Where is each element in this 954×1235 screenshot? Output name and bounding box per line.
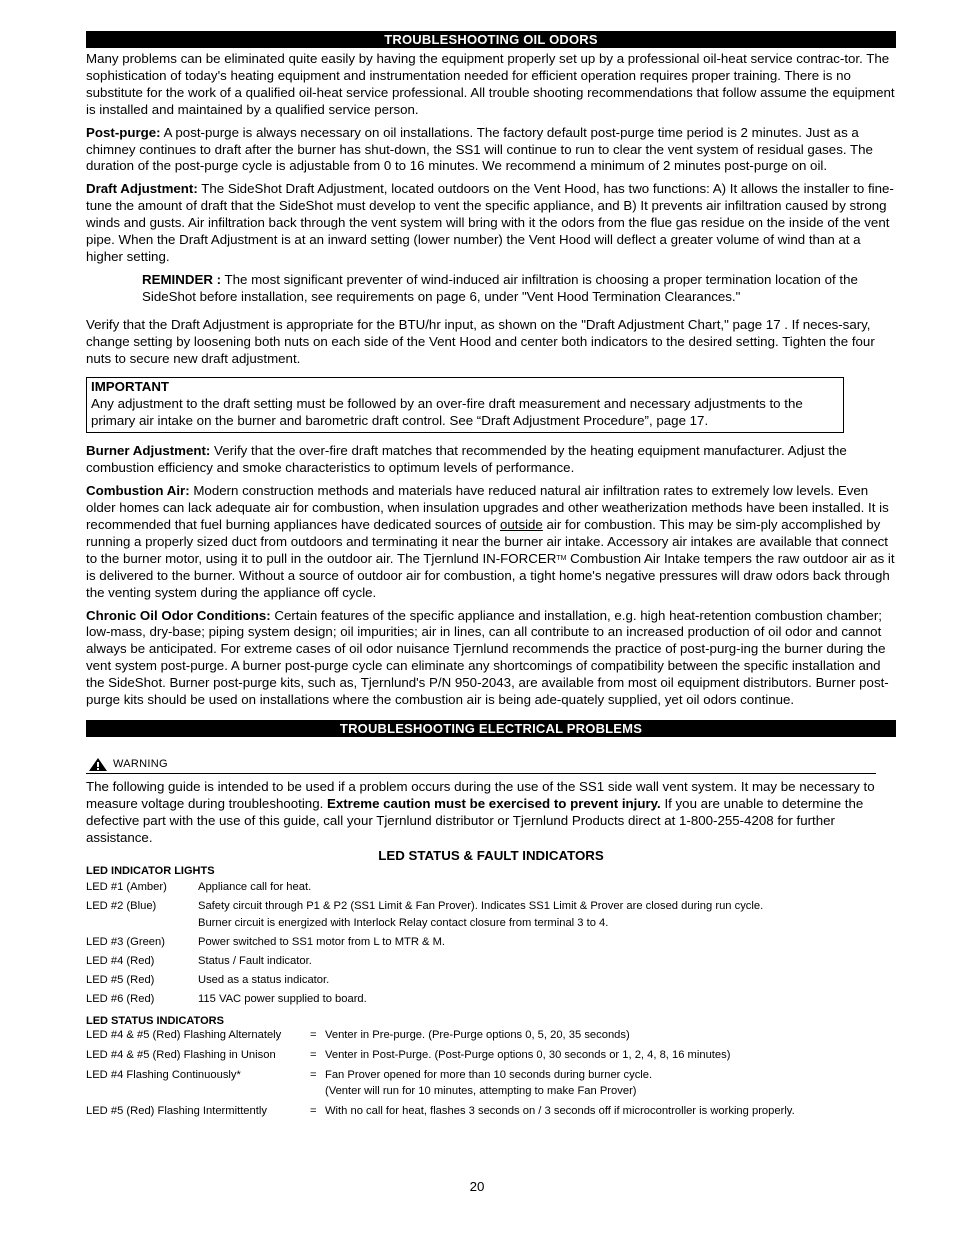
intro-paragraph: Many problems can be eliminated quite easily by having the equipment properly set up by a professional oil-heat service contrac-tor. The sophistication of today's heating equipment and instrumentation needed for efficient operation requires proper training. There is no substitute for the work of a qualified oil-heat service professional. All trouble shooting recommendations that follow assume the equipment is installed and maintained by a qualified service person. <box>86 51 895 117</box>
led-name: LED #6 (Red) <box>86 992 155 1005</box>
chronic-odor-label: Chronic Oil Odor Conditions: <box>86 607 271 623</box>
reminder-text: The most significant preventer of wind-induced air infiltration is choosing a proper termination location of the SideShot before installation, see requirements on page 6, under "Vent Hood Termination Clearances." <box>142 271 858 304</box>
status-description: With no call for heat, flashes 3 seconds on / 3 seconds off if microcontroller is working properly. <box>325 1104 795 1117</box>
combustion-text-1: Modern construction methods and materials have reduced natural air infiltration rates to extremely low levels. Even older homes can lack adequate air for combustion, when insulation upgrades and other weatherization methods have been installed. It is recommended that fuel burning appliances have dedicated sources of <box>86 483 889 533</box>
guide-text-1: The following guide is intended to be used if a problem occurs during the use of the SS1 side wall vent system. It may be necessary to measure voltage during troubleshooting. <box>86 779 875 811</box>
burner-adjustment-label: Burner Adjustment: <box>86 443 211 459</box>
warning-label: WARNING <box>113 758 168 770</box>
led-name: LED #3 (Green) <box>86 935 165 948</box>
page-content <box>86 31 896 1119</box>
led-row <box>86 879 896 896</box>
section-title-electrical: TROUBLESHOOTING ELECTRICAL PROBLEMS <box>86 720 896 737</box>
caution-text: Extreme caution must be exercised to prevent injury. <box>326 795 661 811</box>
led-description: 115 VAC power supplied to board. <box>198 992 367 1005</box>
important-label: IMPORTANT <box>91 379 170 395</box>
led-name: LED #4 (Red) <box>86 954 155 967</box>
status-row <box>86 1027 896 1043</box>
led-row <box>86 934 896 951</box>
led-description: Appliance call for heat. <box>198 880 312 893</box>
outside-underlined: outside <box>499 517 543 533</box>
reminder-label: REMINDER : <box>142 271 222 287</box>
burner-adjustment-paragraph <box>86 443 896 477</box>
led-indicator-lights-heading: LED INDICATOR LIGHTS <box>86 864 215 877</box>
status-description-line-2: (Venter will run for 10 minutes, attempting to make Fan Prover) <box>325 1084 637 1097</box>
status-row <box>86 1067 896 1099</box>
chronic-odor-paragraph <box>86 608 896 709</box>
led-description-line-1: Safety circuit through P1 & P2 (SS1 Limit & Fan Prover). Indicates SS1 Limit & Prover are closed during run cycle. <box>198 899 764 912</box>
status-equals: = <box>310 1104 317 1117</box>
led-row <box>86 953 896 970</box>
draft-adjustment-label: Draft Adjustment: <box>86 181 198 197</box>
combustion-text-2: air for combustion. This may be sim-ply accomplished by running a properly sized duct from outdoors and terminating it near the burner air intake. Accessory air intakes are available that connect to the burner motor, using it to pull in the outdoor air. The Tjernlund IN-FORCER <box>86 517 888 566</box>
guide-text-2: If you are unable to determine the defective part with the use of this guide, call your Tjernlund distributor or Tjernlund Products direct at 1-800-255-4208 for further assistance. <box>86 795 864 845</box>
page-number: 20 <box>469 1179 485 1194</box>
important-box <box>86 377 844 433</box>
post-purge-label: Post-purge: <box>86 124 161 140</box>
led-description <box>198 898 896 932</box>
burner-adjustment-text: Verify that the over-fire draft matches that recommended by the heating equipment manufacturer. Adjust the combustion efficiency and smoke characteristics to optimum levels of performance. <box>86 443 847 476</box>
led-description: Used as a status indicator. <box>198 973 330 986</box>
led-row <box>86 972 896 989</box>
electrical-guide-paragraph <box>86 779 896 847</box>
trademark-mark: TM <box>556 554 567 562</box>
warning-triangle-icon <box>88 757 108 772</box>
status-description <box>325 1067 896 1099</box>
combustion-text-3: Combustion Air Intake tempers the raw outdoor air as it is delivered to the burner. Without a source of outdoor air for combustion, a tight home's negative pressures will draw odors back through the venting system during the appliance off cycle. <box>86 550 895 600</box>
warning-header <box>86 755 876 774</box>
post-purge-paragraph <box>86 125 896 176</box>
led-name: LED #5 (Red) <box>86 973 155 986</box>
status-condition: LED #4 Flashing Continuously* <box>86 1068 241 1081</box>
led-name: LED #2 (Blue) <box>86 899 157 912</box>
verify-paragraph: Verify that the Draft Adjustment is appropriate for the BTU/hr input, as shown on the "Draft Adjustment Chart," page 17 . If neces-sary, change setting by loosening both nuts on each side of the Vent Hood and center both indicators to the desired setting. Tighten the four nuts to secure new draft adjustment. <box>86 316 875 366</box>
led-row <box>86 898 896 932</box>
combustion-air-paragraph <box>86 483 896 601</box>
status-description: Venter in Pre-purge. (Pre-Purge options 0, 5, 20, 35 seconds) <box>325 1028 630 1041</box>
status-description: Venter in Post-Purge. (Post-Purge options 0, 30 seconds or 1, 2, 4, 8, 16 minutes) <box>325 1048 731 1061</box>
status-condition: LED #4 & #5 (Red) Flashing in Unison <box>86 1048 276 1061</box>
status-equals: = <box>310 1068 317 1081</box>
important-text: Any adjustment to the draft setting must be followed by an over-fire draft measurement and necessary adjustments to the primary air intake on the burner and barometric draft control. See “Draft Adjustment Procedure”, page 17. <box>91 396 803 428</box>
status-equals: = <box>310 1048 317 1061</box>
status-condition: LED #4 & #5 (Red) Flashing Alternately <box>86 1028 282 1041</box>
chronic-odor-text: Certain features of the specific appliance and installation, e.g. high heat-retention combustion chamber; low-mass, dry-base; piping system design; oil impurities; air in lines, can all contribute to an increased production of oil odor and cannot always be anticipated. For extreme cases of oil odor nuisance Tjernlund recommends the practice of post-purg-ing the burner during the vent system post-purge. A burner post-purge cycle can eliminate any shortcomings of compatibility between the specific installation and the SideShot. Burner post-purge kits, such as, Tjernlund's P/N 950-2043, are available from most oil equipment distributors. Burner post-purge kits should be used on installations where the combustion air is being ade-quately supplied, yet oil odors continue. <box>86 607 889 708</box>
status-row <box>86 1103 896 1119</box>
led-description-line-2: Burner circuit is energized with Interlock Relay contact closure from terminal 3 to 4. <box>198 916 609 929</box>
draft-adjustment-paragraph <box>86 181 896 266</box>
status-row <box>86 1047 896 1063</box>
section-title-oil-odors: TROUBLESHOOTING OIL ODORS <box>86 31 896 48</box>
status-equals: = <box>310 1028 317 1041</box>
led-status-title: LED STATUS & FAULT INDICATORS <box>378 847 604 863</box>
led-name: LED #1 (Amber) <box>86 880 167 893</box>
led-row <box>86 991 896 1008</box>
post-purge-text: A post-purge is always necessary on oil installations. The factory default post-purge time period is 2 minutes. Just as a chimney continues to draft after the burner has shut-down, the SS1 will continue to run to clear the vent system of residual gases. The duration of the post-purge cycle is adjustable from 0 to 16 minutes. We recommend a minimum of 2 minutes post-purge on oil. <box>86 124 873 174</box>
led-status-indicators-heading: LED STATUS INDICATORS <box>86 1014 224 1027</box>
status-description-line-1: Fan Prover opened for more than 10 seconds during burner cycle. <box>325 1068 653 1081</box>
status-condition: LED #5 (Red) Flashing Intermittently <box>86 1104 267 1117</box>
led-description: Status / Fault indicator. <box>198 954 312 967</box>
reminder-paragraph <box>142 272 876 306</box>
led-description: Power switched to SS1 motor from L to MTR & M. <box>198 935 446 948</box>
combustion-air-label: Combustion Air: <box>86 483 190 499</box>
draft-adjustment-text: The SideShot Draft Adjustment, located outdoors on the Vent Hood, has two functions: A) It allows the installer to fine-tune the amount of draft that the SideShot must develop to vent the specific appliance, and B) It prevents air infiltration caused by strong winds and gusts. Air infiltration back through the vent system will bring with it the odors from the flue gas residue on the inside of the vent pipe. When the Draft Adjustment is at an inward setting (lower number) the Vent Hood will deflect a greater volume of wind than at a higher setting. <box>86 181 894 264</box>
